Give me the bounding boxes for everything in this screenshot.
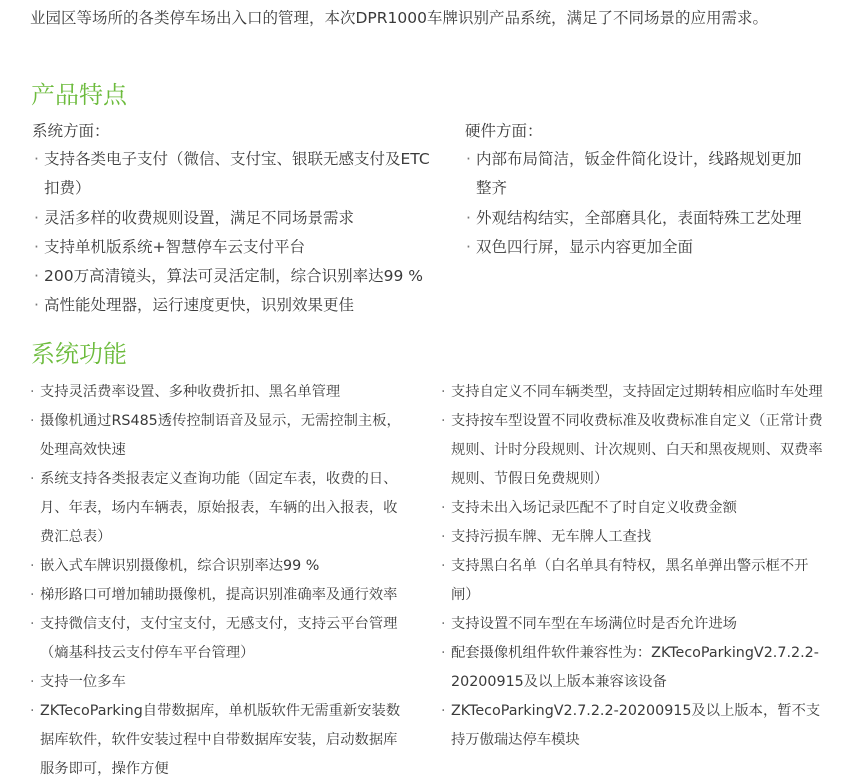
- list-item: · 梯形路口可增加辅助摄像机，提高识别准确率及通行效率: [30, 581, 410, 610]
- hardware-features-list: [466, 145, 806, 262]
- bullet-icon: ·: [30, 587, 35, 603]
- system-aspect-heading: 系统方面：: [32, 122, 110, 140]
- list-item: · ZKTecoParkingV2.7.2.2-20200915及以上版本，暂不支持万傲瑞达停车模块: [441, 697, 826, 755]
- bullet-icon: ·: [34, 237, 39, 256]
- list-item: · 支持微信支付，支付宝支付，无感支付，支持云平台管理（熵基科技云支付停车平台管理）: [30, 610, 410, 668]
- list-item: · 双色四行屏，显示内容更加全面: [466, 233, 806, 262]
- bullet-icon: ·: [466, 150, 471, 168]
- bullet-icon: ·: [30, 384, 35, 400]
- functions-right-list: [441, 378, 826, 755]
- bullet-icon: ·: [466, 237, 471, 256]
- list-item: · 支持单机版系统+智慧停车云支付平台: [34, 233, 444, 262]
- bullet-icon: ·: [441, 384, 446, 400]
- bullet-icon: ·: [466, 208, 471, 227]
- features-heading: 产品特点: [31, 81, 127, 109]
- bullet-icon: ·: [34, 150, 39, 168]
- functions-left-list: [30, 378, 410, 784]
- list-item: · 支持灵活费率设置、多种收费折扣、黑名单管理: [30, 378, 410, 407]
- system-features-list: [34, 145, 444, 321]
- list-item: · 灵活多样的收费规则设置，满足不同场景需求: [34, 204, 444, 233]
- list-item: · 摄像机通过RS485透传控制语音及显示，无需控制主板，处理高效快速: [30, 407, 410, 465]
- bullet-icon: ·: [441, 703, 446, 719]
- list-item: · 200万高清镜头，算法可灵活定制，综合识别率达99 %: [34, 262, 444, 291]
- bullet-icon: ·: [30, 616, 35, 632]
- bullet-icon: ·: [441, 616, 446, 632]
- list-item: · 支持按车型设置不同收费标准及收费标准自定义（正常计费规则、计时分段规则、计次规则、白天和黑夜规则、双费率规则、节假日免费规则）: [441, 407, 826, 494]
- bullet-icon: ·: [30, 558, 35, 574]
- list-item: · 嵌入式车牌识别摄像机，综合识别率达99 %: [30, 552, 410, 581]
- bullet-icon: ·: [34, 267, 39, 286]
- functions-heading: 系统功能: [31, 340, 127, 368]
- list-item: · 支持黑白名单（白名单具有特权，黑名单弹出警示框不开闸）: [441, 552, 826, 610]
- bullet-icon: ·: [30, 703, 35, 719]
- list-item: · 支持污损车牌、无车牌人工查找: [441, 523, 826, 552]
- bullet-icon: ·: [441, 500, 446, 516]
- list-item: · 支持各类电子支付（微信、支付宝、银联无感支付及ETC扣费）: [34, 145, 444, 204]
- intro-text: 业园区等场所的各类停车场出入口的管理，本次DPR1000车牌识别产品系统，满足了不同场景的应用需求。: [30, 9, 769, 27]
- bullet-icon: ·: [441, 529, 446, 545]
- bullet-icon: ·: [441, 413, 446, 429]
- list-item: · 内部布局简洁，钣金件简化设计，线路规划更加整齐: [466, 145, 806, 204]
- list-item: · ZKTecoParking自带数据库，单机版软件无需重新安装数据库软件，软件安装过程中自带数据库安装，启动数据库服务即可，操作方便: [30, 697, 410, 784]
- list-item: · 支持自定义不同车辆类型，支持固定过期转相应临时车处理: [441, 378, 826, 407]
- bullet-icon: ·: [30, 413, 35, 429]
- bullet-icon: ·: [30, 674, 35, 690]
- hardware-aspect-heading: 硬件方面：: [465, 122, 543, 140]
- list-item: · 系统支持各类报表定义查询功能（固定车表，收费的日、月、年表，场内车辆表，原始报表，车辆的出入报表，收费汇总表）: [30, 465, 410, 552]
- bullet-icon: ·: [34, 208, 39, 227]
- bullet-icon: ·: [34, 296, 39, 315]
- list-item: · 外观结构结实，全部磨具化，表面特殊工艺处理: [466, 204, 806, 233]
- bullet-icon: ·: [30, 471, 35, 487]
- list-item: · 支持设置不同车型在车场满位时是否允许进场: [441, 610, 826, 639]
- list-item: · 配套摄像机组件软件兼容性为：ZKTecoParkingV2.7.2.2-20200915及以上版本兼容该设备: [441, 639, 826, 697]
- list-item: · 支持一位多车: [30, 668, 410, 697]
- bullet-icon: ·: [441, 558, 446, 574]
- list-item: · 支持未出入场记录匹配不了时自定义收费金额: [441, 494, 826, 523]
- list-item: · 高性能处理器，运行速度更快，识别效果更佳: [34, 291, 444, 320]
- bullet-icon: ·: [441, 645, 446, 661]
